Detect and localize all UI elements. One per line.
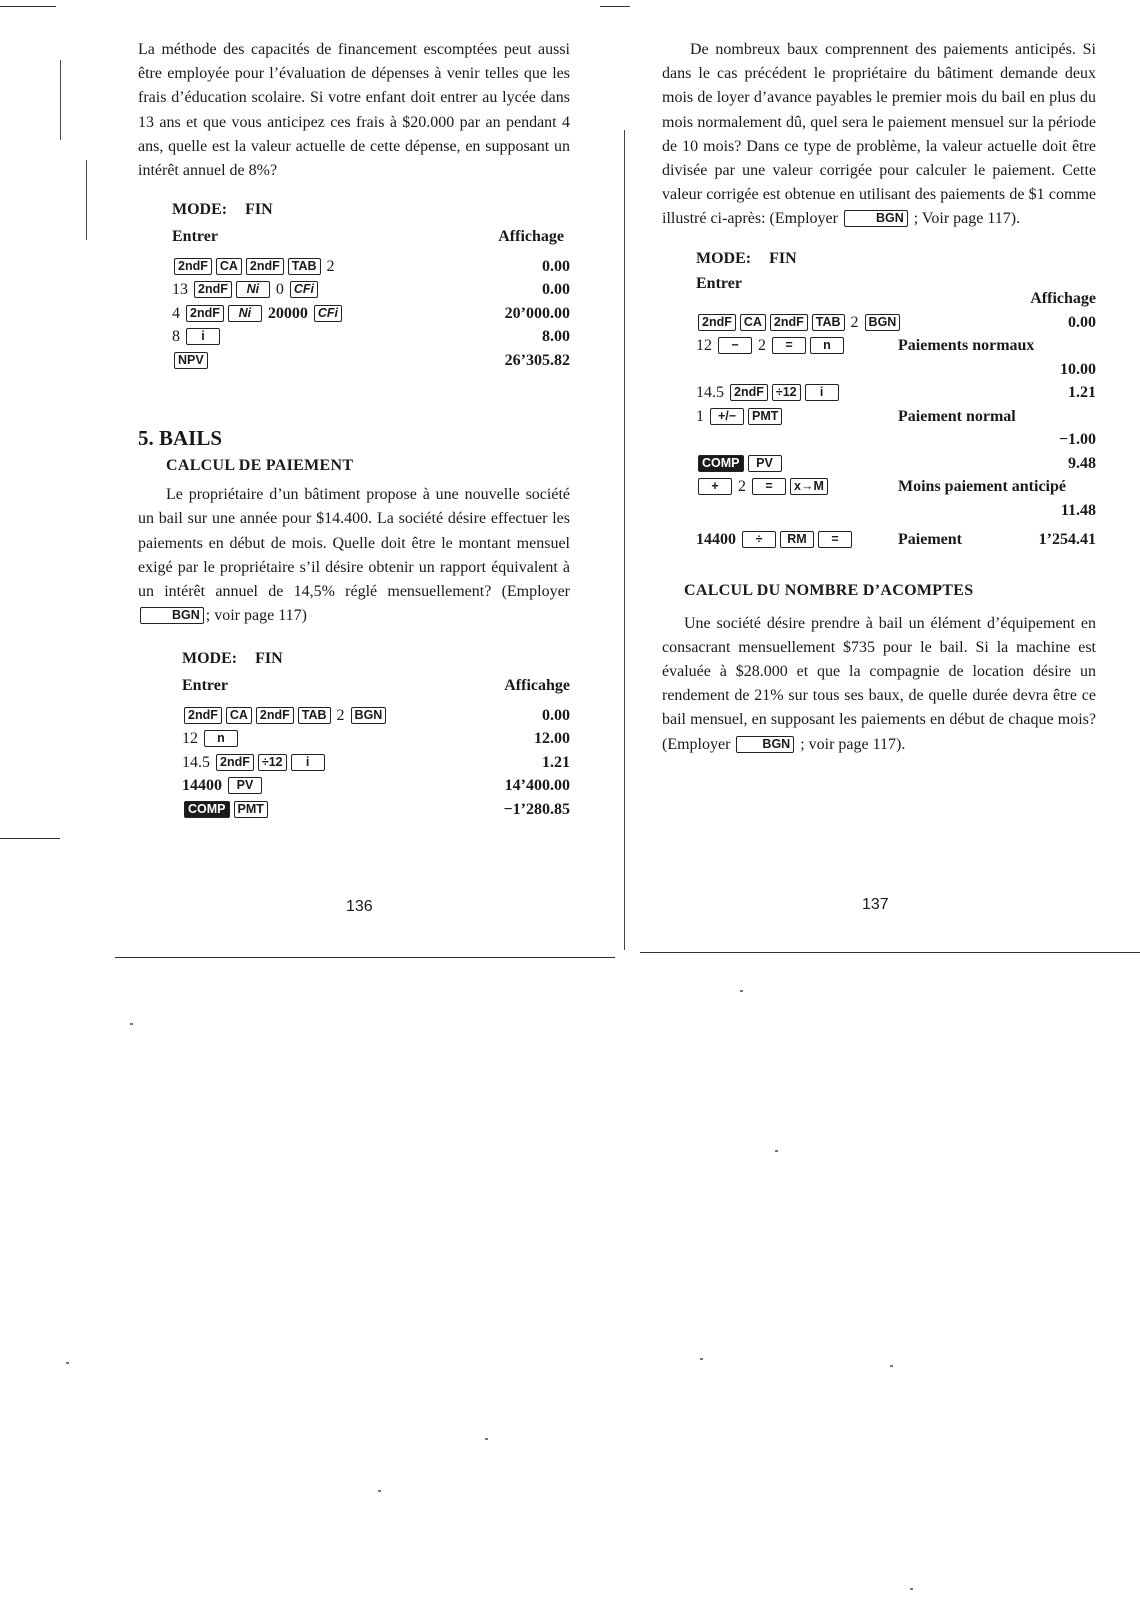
bgn-key: BGN <box>844 210 908 227</box>
table-row: 12 − 2 = n Paiements normaux <box>696 337 1035 355</box>
calculator-key: i <box>186 328 220 345</box>
col-enter-header: Entrer <box>696 274 742 292</box>
calculator-key: TAB <box>298 707 331 724</box>
section-title: 5. BAILS <box>138 426 223 451</box>
intro-paragraph: La méthode des capacités de financement escomptées peut aussi être employée pour l’évaluation de dépenses à venir telles que les frais d’éducation scolaire. Si votre enfant doit entrer au lycée dans 13 ans et que vous anticipez ces frais à $20.000 par an pendant 4 ans, quelle est la valeur actuelle de cette dépense, en supposant un intérêt annuel de 8%? <box>138 41 570 180</box>
calculator-key: 2ndF <box>730 384 768 401</box>
calculator-key: CFi <box>290 281 318 298</box>
scan-speck <box>740 990 743 992</box>
bgn-key: BGN <box>736 736 794 753</box>
table-row: 12 n 12.00 <box>182 730 570 748</box>
calculator-key: ÷12 <box>772 384 801 401</box>
calculator-key: 2ndF <box>698 314 736 331</box>
col-display-header: Affichage <box>498 228 564 246</box>
table-row: 2ndF CA 2ndF TAB 2 BGN 0.00 <box>182 704 570 728</box>
calculator-key: + <box>698 478 732 495</box>
calculator-key: 2ndF <box>194 281 232 298</box>
table-row: + 2 = x→M Moins paiement anticipé <box>696 475 1096 499</box>
table-row: COMP PV 9.48 <box>696 452 1096 476</box>
mode-line: MODE: FIN <box>182 650 283 668</box>
table-row: 14400 PV 14’400.00 <box>182 777 570 795</box>
calculator-key: PMT <box>748 408 782 425</box>
table-header <box>182 674 570 698</box>
calculator-key: 2ndF <box>770 314 808 331</box>
scan-speck <box>66 1362 69 1364</box>
calculator-key: CA <box>216 258 242 275</box>
calculator-key: CA <box>226 707 252 724</box>
calculator-key: PV <box>748 455 782 472</box>
table-row: 10.00 <box>1060 360 1096 378</box>
calculator-key: 2ndF <box>216 754 254 771</box>
calculator-key: COMP <box>184 801 230 818</box>
calculator-key: = <box>772 337 806 354</box>
calculator-key: x→M <box>790 478 828 495</box>
scan-speck <box>485 1438 488 1440</box>
lease-keystroke-table <box>182 650 570 821</box>
calculator-key: i <box>805 384 839 401</box>
calculator-key: n <box>204 730 238 747</box>
calculator-key: i <box>291 754 325 771</box>
scan-speck <box>890 1365 893 1367</box>
table-row: 8 i 8.00 <box>172 328 570 346</box>
calculator-key: TAB <box>288 258 321 275</box>
left-page <box>138 38 570 821</box>
calculator-key: 2ndF <box>174 258 212 275</box>
left-margin-tick <box>0 838 60 839</box>
bottom-left-rule <box>115 957 615 958</box>
page-number-right: 137 <box>862 896 889 913</box>
left-margin-line <box>60 60 61 140</box>
calculator-key: BGN <box>865 314 901 331</box>
npv-keystroke-table <box>172 201 570 372</box>
col-display-header: Afficahge <box>504 677 570 695</box>
col-display-header: Affichage <box>1030 290 1096 308</box>
table-row: 14.5 2ndF ÷12 i 1.21 <box>696 384 1096 402</box>
table-row: COMP PMT −1’280.85 <box>182 798 570 822</box>
table-row: NPV 26’305.82 <box>172 349 570 373</box>
page-number-left: 136 <box>346 898 373 915</box>
scan-speck <box>378 1490 381 1492</box>
calculator-key: ÷ <box>742 531 776 548</box>
center-gutter-line <box>624 130 625 950</box>
calculator-key: = <box>752 478 786 495</box>
calculator-key: ÷12 <box>258 754 287 771</box>
closing-paragraph: Une société désire prendre à bail un élément d’équipement en consacrant mensuellement $735 pour le bail. Si la machine est évaluée à $28.000 et que la compagnie de location désire un rendement de 21% sur tous ses baux, de quelle durée devra être ce bail mensuel, en supposant les paiements en début de chaque mois? (Employer BGN ; voir page 117). <box>662 614 1096 753</box>
table-row: 2ndF CA 2ndF TAB 2 BGN 0.00 <box>696 311 1096 335</box>
subheading: CALCUL DE PAIEMENT <box>166 457 354 475</box>
scan-speck <box>130 1023 133 1025</box>
mode-line: MODE: FIN <box>172 201 273 219</box>
right-page <box>662 38 1096 757</box>
calculator-key: 2ndF <box>186 305 224 322</box>
scan-speck <box>910 1588 913 1590</box>
table-row: 14400 ÷ RM = Paiement 1’254.41 <box>696 531 1096 549</box>
table-row: 1 +/− PMT Paiement normal <box>696 407 1016 425</box>
calculator-key: RM <box>780 531 814 548</box>
calculator-key: PMT <box>234 801 268 818</box>
calculator-key: COMP <box>698 455 744 472</box>
lease-paragraph: Le propriétaire d’un bâtiment propose à une nouvelle société un bail sur une année pour $14.400. La société désire effectuer les paiements en début de mois. Quelle doit être le montant mensuel exigé par le propriétaire s’il désire obtenir un rapport équivalent à un intérêt annuel de 14,5% réglé mensuellement? (Employer BGN ; voir page 117) <box>138 486 570 625</box>
top-center-rule <box>600 6 630 7</box>
calculator-key: BGN <box>351 707 387 724</box>
calculator-key: = <box>818 531 852 548</box>
calculator-key: Ni <box>236 281 270 298</box>
subheading: CALCUL DU NOMBRE D’ACOMPTES <box>684 581 974 599</box>
scan-speck <box>700 1358 703 1360</box>
table-row: 4 2ndF Ni 20000 CFi 20’000.00 <box>172 304 570 322</box>
bgn-key: BGN <box>140 607 204 624</box>
top-left-rule <box>0 6 56 7</box>
table-header <box>172 225 570 249</box>
calculator-key: − <box>718 337 752 354</box>
calculator-key: +/− <box>710 408 744 425</box>
calculator-key: 2ndF <box>246 258 284 275</box>
table-row: 14.5 2ndF ÷12 i 1.21 <box>182 753 570 771</box>
calculator-key: Ni <box>228 305 262 322</box>
table-row: 11.48 <box>1060 501 1096 519</box>
calculator-key: NPV <box>174 352 208 369</box>
mode-line: MODE: FIN <box>696 249 797 267</box>
bottom-right-rule <box>640 952 1140 953</box>
col-enter-header: Entrer <box>172 228 218 246</box>
left-margin-line-2 <box>86 160 87 240</box>
intro-paragraph: De nombreux baux comprennent des paiements anticipés. Si dans le cas précédent le propriétaire du bâtiment demande deux mois de loyer d’avance payables le premier mois du bail en plus du mois normalement dû, quel sera le paiement mensuel sur la période de 10 mois? Dans ce type de problème, la valeur actuelle doit être divisée par une valeur corrigée pour calculer le paiement. Cette valeur corrigée est obtenue en utilisant des paiements de $1 comme illustré ci-après: (Employer BGN ; Voir page 117). <box>662 41 1096 228</box>
calculator-key: 2ndF <box>184 707 222 724</box>
table-header-display <box>696 287 1096 311</box>
calculator-key: CFi <box>314 305 342 322</box>
advance-payment-table <box>696 250 1096 552</box>
calculator-key: TAB <box>812 314 845 331</box>
col-enter-header: Entrer <box>182 677 228 695</box>
table-row: −1.00 <box>1058 431 1096 449</box>
table-row: 2ndF CA 2ndF TAB 2 0.00 <box>172 255 570 279</box>
calculator-key: 2ndF <box>256 707 294 724</box>
table-row: 13 2ndF Ni 0 CFi 0.00 <box>172 281 570 299</box>
scan-speck <box>775 1150 778 1152</box>
calculator-key: PV <box>228 777 262 794</box>
calculator-key: CA <box>740 314 766 331</box>
calculator-key: n <box>810 337 844 354</box>
